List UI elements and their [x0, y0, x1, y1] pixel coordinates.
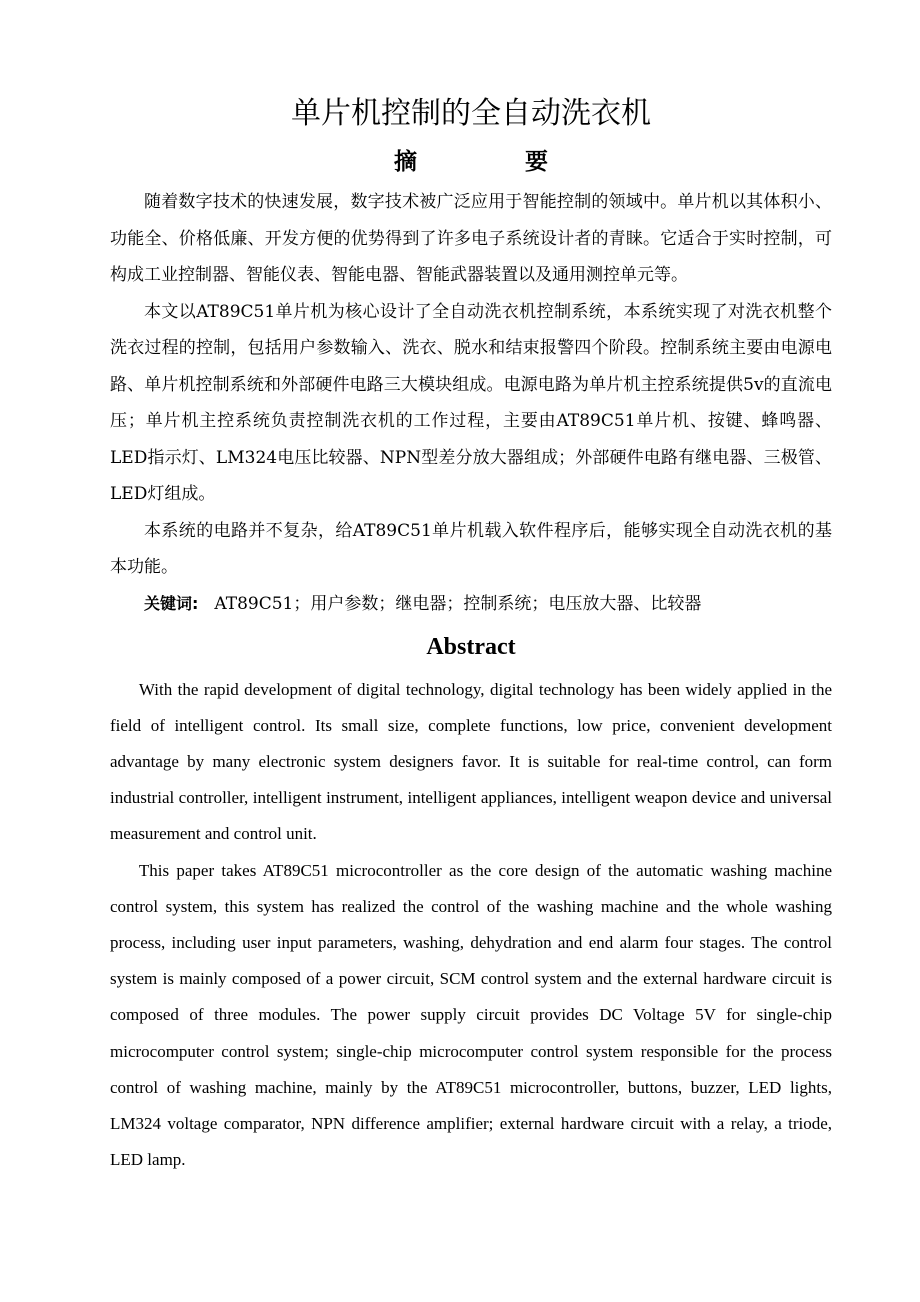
keywords-value: AT89C51；用户参数；继电器；控制系统；电压放大器、比较器 — [214, 593, 702, 614]
paper-title: 单片机控制的全自动洗衣机 — [291, 96, 651, 131]
abstract-cn-paragraph-2: 本文以AT89C51单片机为核心设计了全自动洗衣机控制系统，本系统实现了对洗衣机整个洗衣过程的控制，包括用户参数输入、洗衣、脱水和结束报警四个阶段。控制系统主要由电源电路、单片机控制系统和外部硬件电路三大模块组成。电源电路为单片机主控系统提供5v的直流电压；单片机主控系统负责控制洗衣机的工作过程，主要由AT89C51单片机、按键、蜂鸣器、LED指示灯、LM324电压比较器、NPN型差分放大器组成；外部硬件电路有继电器、三极管、LED灯组成。 — [110, 301, 832, 504]
abstract-cn-heading: 摘 要 — [393, 149, 598, 175]
abstract-cn-paragraph-1: 随着数字技术的快速发展，数字技术被广泛应用于智能控制的领域中。单片机以其体积小、功能全、价格低廉、开发方便的优势得到了许多电子系统设计者的青睐。它适合于实时控制，可构成工业控制器、智能仪表、智能电器、智能武器装置以及通用测控单元等。 — [110, 192, 832, 285]
abstract-en-heading: Abstract — [426, 633, 516, 660]
document-page — [110, 88, 832, 1178]
abstract-en-paragraph-1: With the rapid development of digital technology, digital technology has been widely applied in the field of intelligent control. Its small size, complete functions, low price, convenient development advantage by many electronic system designers favor. It is suitable for real-time control, can form industrial controller, intelligent instrument, intelligent appliances, intelligent weapon device and universal measurement and control unit. — [110, 679, 832, 844]
abstract-cn-paragraph-3: 本系统的电路并不复杂，给AT89C51单片机载入软件程序后，能够实现全自动洗衣机的基本功能。 — [110, 520, 832, 577]
keywords-line — [110, 586, 832, 622]
keywords-label: 关键词: — [144, 593, 199, 613]
abstract-en-paragraph-2: This paper takes AT89C51 microcontroller as the core design of the automatic washing machine control system, this system has realized the control of the washing machine and the whole washing process, including user input parameters, washing, dehydration and end alarm four stages. The control system is mainly composed of a power circuit, SCM control system and the external hardware circuit is composed of three modules. The power supply circuit provides DC Voltage 5V for single-chip microcomputer control system; single-chip microcomputer control system responsible for the process control of washing machine, mainly by the AT89C51 microcontroller, buttons, buzzer, LED lights, LM324 voltage comparator, NPN difference amplifier; external hardware circuit with a relay, a triode, LED lamp. — [110, 860, 832, 1170]
